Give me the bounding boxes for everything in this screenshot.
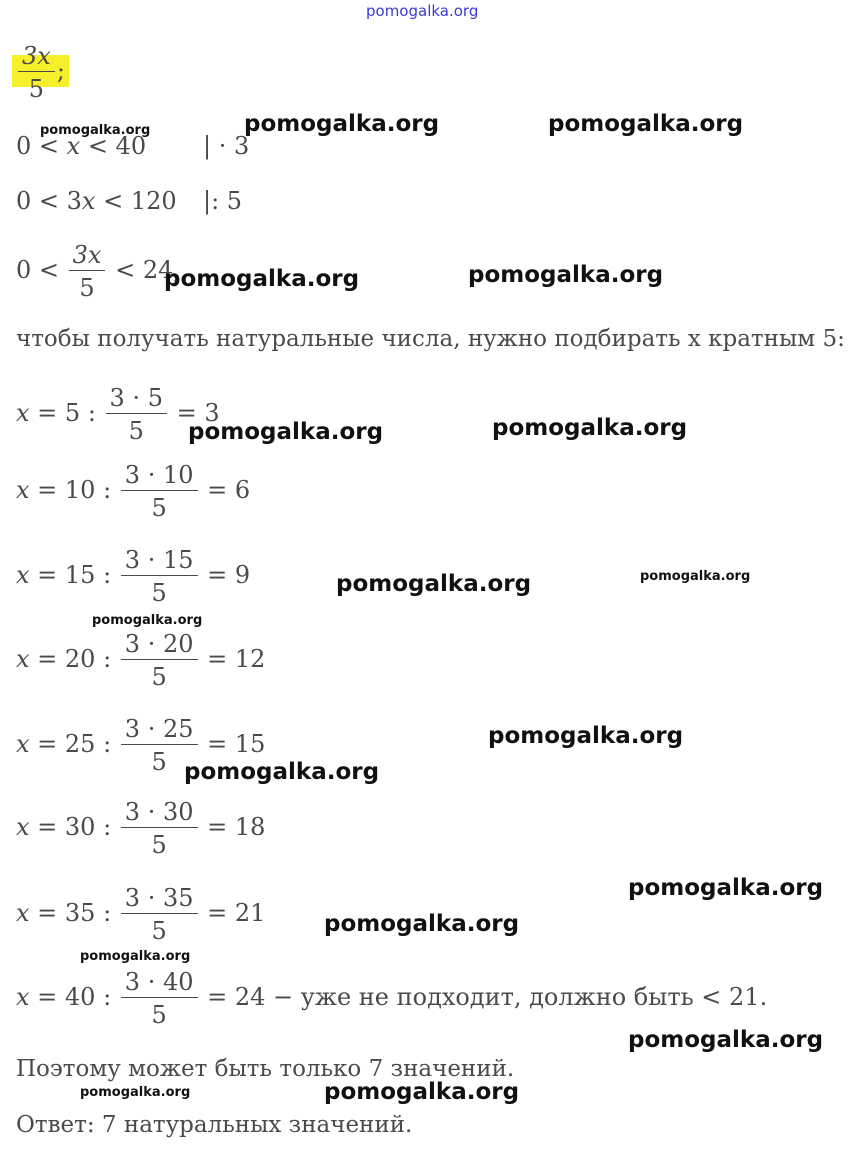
watermark: pomogalka.org — [488, 723, 684, 749]
watermark: pomogalka.org — [336, 571, 532, 597]
watermark: pomogalka.org — [40, 123, 151, 138]
watermark: pomogalka.org — [92, 613, 203, 628]
watermark: pomogalka.org — [80, 949, 191, 964]
calc-row-numerator: 3 · 15 — [121, 548, 198, 576]
inequality-step-2 — [16, 189, 177, 213]
calc-row-result: = 6 — [199, 476, 251, 504]
watermark: pomogalka.org — [164, 266, 360, 292]
calc-row-result: = 12 — [199, 645, 266, 673]
watermark: pomogalka.org — [548, 111, 744, 137]
calc-row-equation: = 30 : — [29, 813, 119, 841]
step-1-left: 0 < — [16, 132, 67, 160]
step-3-denominator: 5 — [79, 274, 95, 302]
calc-row-result: = 9 — [199, 561, 251, 589]
calc-row-numerator: 3 · 25 — [121, 717, 198, 745]
step-1-operation: | · 3 — [203, 132, 250, 160]
step-2-right: < 120 — [95, 187, 177, 215]
calc-row-result: = 21 — [199, 899, 266, 927]
calc-row-equation: = 40 : — [29, 983, 119, 1011]
inequality-step-3 — [16, 243, 181, 300]
calc-row-denominator: 5 — [151, 917, 167, 945]
step-1-var: x — [66, 132, 81, 160]
step-2-var: x — [81, 187, 96, 215]
calc-row-result: = 24 − уже не подходит, должно быть < 21. — [199, 983, 768, 1011]
calc-row-denominator: 5 — [128, 417, 144, 445]
watermark: pomogalka.org — [324, 911, 520, 937]
calc-row — [16, 632, 265, 689]
calc-row-fraction — [121, 886, 198, 943]
site-header-link[interactable]: pomogalka.org — [366, 2, 479, 20]
calc-row-var: x — [16, 983, 30, 1011]
calc-row-result: = 3 — [168, 399, 220, 427]
expression-semicolon: ; — [56, 57, 65, 85]
calc-row — [16, 800, 265, 857]
calc-row-fraction — [121, 463, 198, 520]
calc-row-denominator: 5 — [151, 663, 167, 691]
calc-row-fraction — [106, 386, 167, 443]
calc-row-numerator: 3 · 5 — [106, 386, 167, 414]
calc-row-var: x — [16, 813, 30, 841]
calc-row — [16, 970, 767, 1027]
calc-row-equation: = 10 : — [29, 476, 119, 504]
calc-row-equation: = 15 : — [29, 561, 119, 589]
calc-row-denominator: 5 — [151, 494, 167, 522]
step-1-right: < 40 — [80, 132, 147, 160]
calc-row-numerator: 3 · 40 — [121, 970, 198, 998]
calc-row-denominator: 5 — [151, 1001, 167, 1029]
calc-row-fraction — [121, 548, 198, 605]
calc-row-var: x — [16, 561, 30, 589]
calc-row — [16, 886, 265, 943]
calc-row-var: x — [16, 645, 30, 673]
calc-row-equation: = 25 : — [29, 730, 119, 758]
calc-row-denominator: 5 — [151, 748, 167, 776]
calc-row-numerator: 3 · 35 — [121, 886, 198, 914]
calc-row-denominator: 5 — [151, 579, 167, 607]
step-3-right: < 24, — [107, 256, 181, 284]
calc-row-fraction — [121, 970, 198, 1027]
conclusion-text: Поэтому может быть только 7 значений. — [16, 1056, 515, 1082]
calc-row-var: x — [16, 899, 30, 927]
calc-row-denominator: 5 — [151, 831, 167, 859]
calc-row-equation: = 35 : — [29, 899, 119, 927]
watermark: pomogalka.org — [492, 415, 688, 441]
calc-row-fraction — [121, 800, 198, 857]
watermark: pomogalka.org — [80, 1085, 191, 1100]
watermark: pomogalka.org — [324, 1079, 520, 1105]
watermark: pomogalka.org — [184, 759, 380, 785]
calc-row-numerator: 3 · 30 — [121, 800, 198, 828]
calc-row-fraction — [121, 632, 198, 689]
watermark: pomogalka.org — [188, 419, 384, 445]
expression-numerator: 3x — [18, 44, 55, 72]
step-2-operation: |: 5 — [203, 187, 243, 215]
calc-row-var: x — [16, 399, 30, 427]
step-3-numerator: 3x — [69, 243, 106, 271]
calc-row — [16, 548, 250, 605]
calc-row-equation: = 20 : — [29, 645, 119, 673]
calc-row-var: x — [16, 476, 30, 504]
calc-row-equation: = 5 : — [29, 399, 104, 427]
watermark: pomogalka.org — [628, 875, 824, 901]
calc-row-numerator: 3 · 10 — [121, 463, 198, 491]
expression-denominator: 5 — [28, 75, 45, 103]
note-text: чтобы получать натуральные числа, нужно подбирать x кратным 5: — [16, 326, 845, 352]
answer-text: Ответ: 7 натуральных значений. — [16, 1112, 413, 1138]
calc-row — [16, 463, 250, 520]
calc-row-result: = 15 — [199, 730, 266, 758]
watermark: pomogalka.org — [628, 1027, 824, 1053]
step-3-left: 0 < — [16, 256, 67, 284]
watermark: pomogalka.org — [468, 262, 664, 288]
step-2-left: 0 < 3 — [16, 187, 82, 215]
watermark: pomogalka.org — [244, 111, 440, 137]
calc-row-var: x — [16, 730, 30, 758]
calc-row-numerator: 3 · 20 — [121, 632, 198, 660]
watermark: pomogalka.org — [640, 569, 751, 584]
highlighted-expression — [12, 44, 69, 101]
calc-row-result: = 18 — [199, 813, 266, 841]
